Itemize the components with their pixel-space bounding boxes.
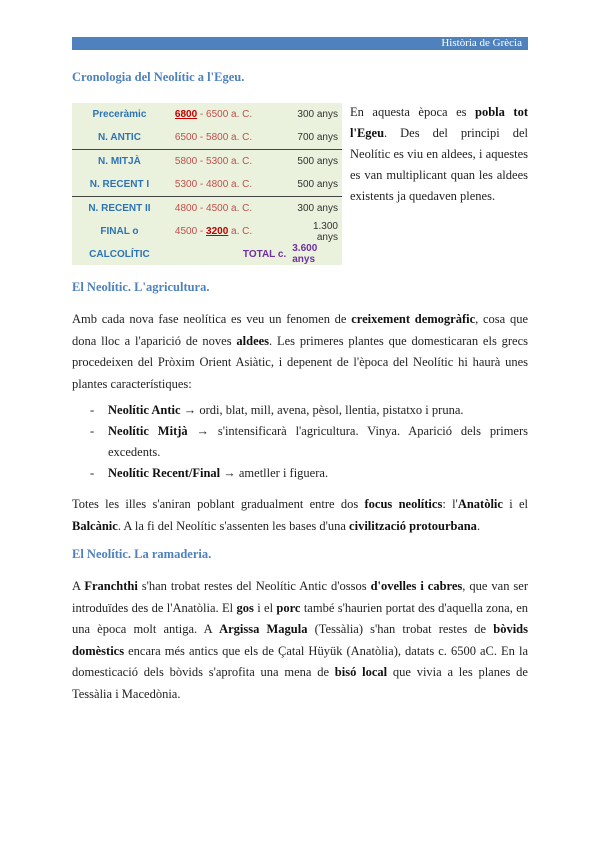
section-title-chronology: Cronologia del Neolític a l'Egeu. <box>72 70 245 84</box>
period-duration: 300 anys <box>297 109 338 120</box>
period-range: 5800 - 5300 a. C. <box>167 150 289 174</box>
plants-list <box>72 400 528 484</box>
list-item: - Neolític Recent/Final → ametller i figuera. <box>90 466 329 480</box>
table-row <box>72 197 342 221</box>
total-value: 3.600 anys <box>292 243 318 265</box>
paragraph-focus: Totes les illes s'aniran poblant gradualment entre dos focus neolítics: l'Anatòlic i el Balcànic. A la fi del Neolític s'assenten les bases d'una civilització protourbana. <box>72 497 529 533</box>
period-name: N. RECENT I <box>89 179 150 190</box>
list-item: - Neolític Mitjà → s'intensificarà l'agricultura. Vinya. Aparició dels primers excedents. <box>90 424 528 459</box>
header-title: Història de Grècia <box>441 37 522 49</box>
period-name: Preceràmic <box>92 109 147 120</box>
table-row <box>72 173 342 197</box>
period-duration: 500 anys <box>297 179 338 190</box>
table-row <box>72 220 342 243</box>
period-name: N. ANTIC <box>97 132 141 143</box>
period-duration: 1.300 anys <box>312 220 338 243</box>
period-name: N. RECENT II <box>72 197 167 221</box>
period-range: 4500 - 3200 a. C. <box>174 226 253 237</box>
period-duration: 500 anys <box>289 150 342 174</box>
period-name: FINAL o <box>100 226 139 237</box>
period-duration: 300 anys <box>289 197 342 221</box>
table-row <box>72 150 342 174</box>
period-range: 4800 - 4500 a. C. <box>167 197 289 221</box>
list-item: - Neolític Antic → ordi, blat, mill, avena, pèsol, llentia, pistatxo i pruna. <box>90 403 464 417</box>
period-duration: 700 anys <box>297 132 338 143</box>
period-name: CALCOLÍTIC <box>89 248 150 260</box>
paragraph-agriculture: Amb cada nova fase neolítica es veu un fenomen de creixement demogràfic, cosa que dona lloc a l'aparició de noves aldees. Les primeres plantes que domesticaran els grecs procedeixen del Pròxim Orient Asiàtic, i depenent de l'època del Neolític hi haurà unes plantes característiques: <box>72 312 529 391</box>
table-row <box>72 243 342 265</box>
paragraph-livestock: A Franchthi s'han trobat restes del Neolític Antic d'ossos d'ovelles i cabres, que van ser introduïdes des de l'Anatòlia. El gos i el porc també s'haurien portat des d'aquella zona, en una època molt antiga. A Argissa Magula (Tessàlia) s'han trobat restes de bòvids domèstics encara més antics que els de Çatal Hüyük (Anatòlia), datats c. 6500 aC. En la domesticació dels bòvids s'aprofita una mena de bisó local que vivia a les planes de Tessàlia i Macedònia. <box>72 579 529 701</box>
period-range: 5300 - 4800 a. C. <box>174 179 253 190</box>
table-row <box>72 103 342 126</box>
total-label: TOTAL c. <box>242 248 287 260</box>
period-name: N. MITJÀ <box>72 150 167 174</box>
chronology-table <box>72 103 342 265</box>
side-paragraph: En aquesta època es pobla tot l'Egeu. Des del principi del Neolític es viu en aldees, i aquestes es van multiplicant quan les aldees existents ja quedaven plenes. <box>350 105 528 203</box>
header-bar <box>72 37 528 50</box>
section-title-livestock: El Neolític. La ramaderia. <box>72 547 212 561</box>
table-row <box>72 126 342 150</box>
section-title-agriculture: El Neolític. L'agricultura. <box>72 280 210 294</box>
period-range: 6800 - 6500 a. C. <box>174 109 253 120</box>
period-range: 6500 - 5800 a. C. <box>174 132 253 143</box>
